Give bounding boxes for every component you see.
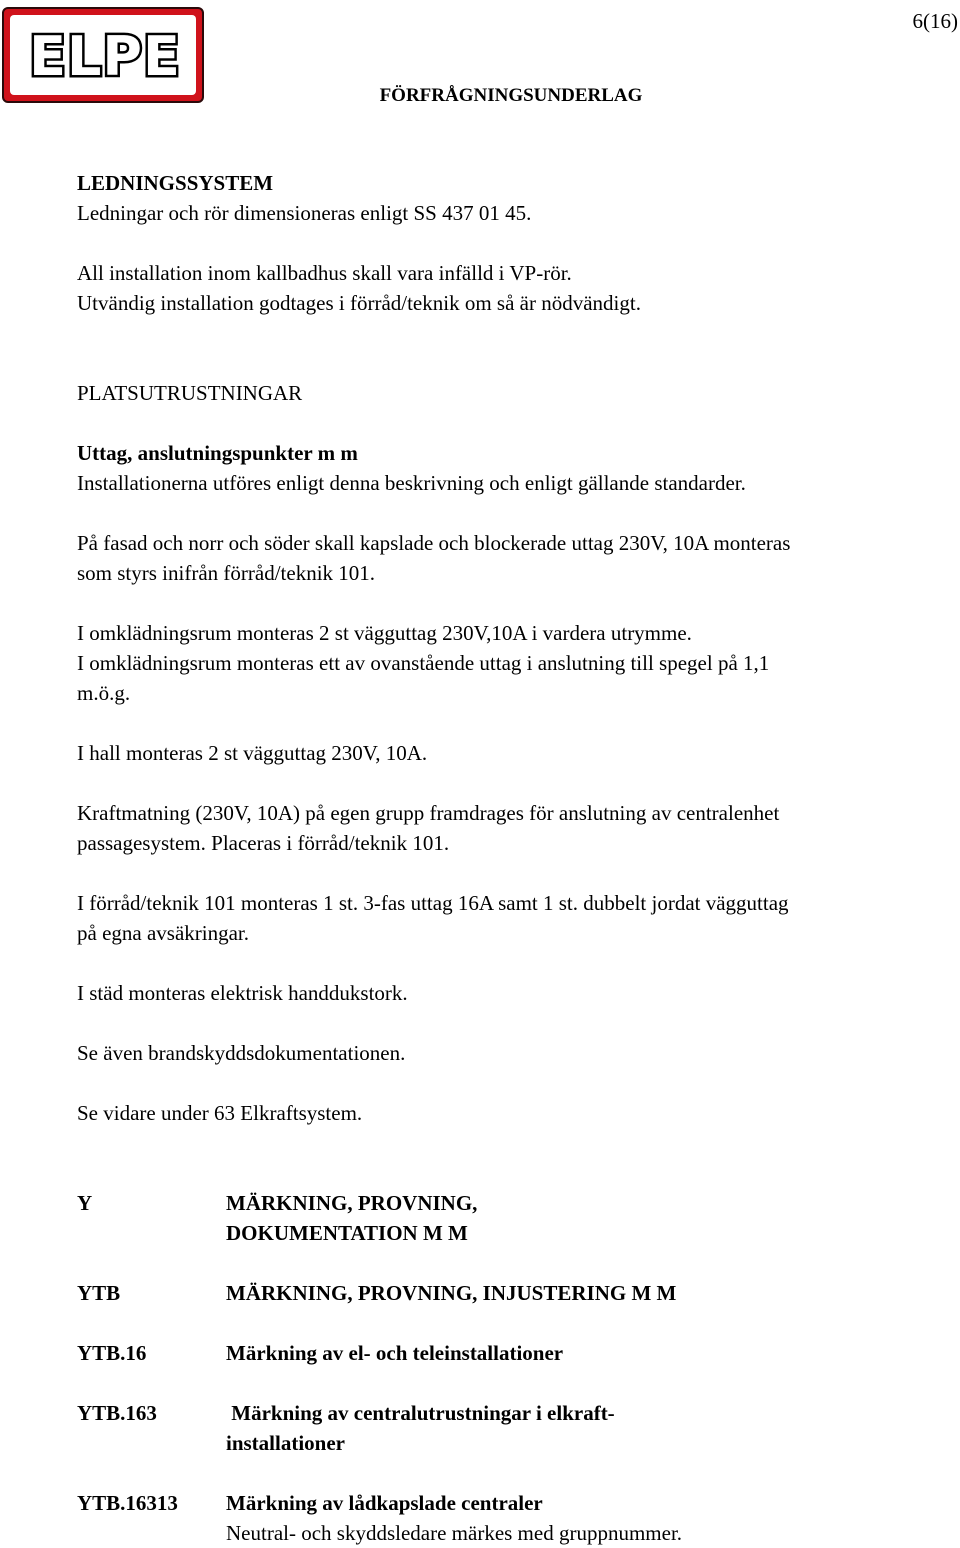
paragraph: I städ monteras elektrisk handdukstork. [77,981,408,1005]
paragraph: Installationerna utföres enligt denna beskrivning och enligt gällande standarder. [77,471,746,495]
code-label: Y [77,1191,93,1215]
code-label: YTB.163 [77,1401,157,1425]
paragraph: I omklädningsrum monteras 2 st vägguttag 230V,10A i vardera utrymme. [77,621,692,645]
page-number: 6(16) [912,9,958,33]
code-title [226,1278,676,1308]
section-heading-ledningssystem: LEDNINGSSYSTEM [77,171,274,195]
paragraph: I omklädningsrum monteras ett av ovanstående uttag i anslutning till spegel på 1,1 [77,651,770,675]
svg-text:ELPE: ELPE [29,25,181,88]
paragraph: m.ö.g. [77,681,131,705]
subsection-heading: Uttag, anslutningspunkter m m [77,441,358,465]
section-heading-platsutrustningar: PLATSUTRUSTNINGAR [77,381,303,405]
code-title [226,1488,682,1548]
paragraph: I hall monteras 2 st vägguttag 230V, 10A. [77,741,428,765]
code-title [226,1188,477,1248]
code-description: Neutral- och skyddsledare märkes med gruppnummer. [226,1521,683,1545]
code-title-line: DOKUMENTATION M M [226,1221,468,1245]
paragraph: På fasad och norr och söder skall kapslade och blockerade uttag 230V, 10A monteras [77,531,791,555]
paragraph: I förråd/teknik 101 monteras 1 st. 3-fas uttag 16A samt 1 st. dubbelt jordat vägguttag [77,891,789,915]
paragraph: på egna avsäkringar. [77,921,250,945]
code-label: YTB [77,1281,121,1305]
code-title-line: MÄRKNING, PROVNING, INJUSTERING M M [226,1281,677,1305]
document-body [77,168,947,1128]
code-title-line: Märkning av centralutrustningar i elkraft- [226,1401,615,1425]
paragraph: passagesystem. Placeras i förråd/teknik 101. [77,831,450,855]
paragraph: Se även brandskyddsdokumentationen. [77,1041,406,1065]
code-title-line: Märkning av lådkapslade centraler [226,1491,543,1515]
paragraph: Kraftmatning (230V, 10A) på egen grupp framdrages för anslutning av centralenhet [77,801,780,825]
code-title [226,1338,563,1368]
paragraph: Ledningar och rör dimensioneras enligt SS 437 01 45. [77,201,532,225]
paragraph: All installation inom kallbadhus skall vara infälld i VP-rör. [77,261,572,285]
code-title [226,1398,615,1458]
code-label: YTB.16 [77,1341,147,1365]
code-title-line: installationer [226,1431,345,1455]
paragraph: Utvändig installation godtages i förråd/teknik om så är nödvändigt. [77,291,641,315]
code-label: YTB.16313 [77,1491,178,1515]
code-title-line: Märkning av el- och teleinstallationer [226,1341,564,1365]
document-title: FÖRFRÅGNINGSUNDERLAG [379,85,643,106]
paragraph: som styrs inifrån förråd/teknik 101. [77,561,376,585]
code-title-line: MÄRKNING, PROVNING, [226,1191,478,1215]
paragraph: Se vidare under 63 Elkraftsystem. [77,1101,363,1125]
